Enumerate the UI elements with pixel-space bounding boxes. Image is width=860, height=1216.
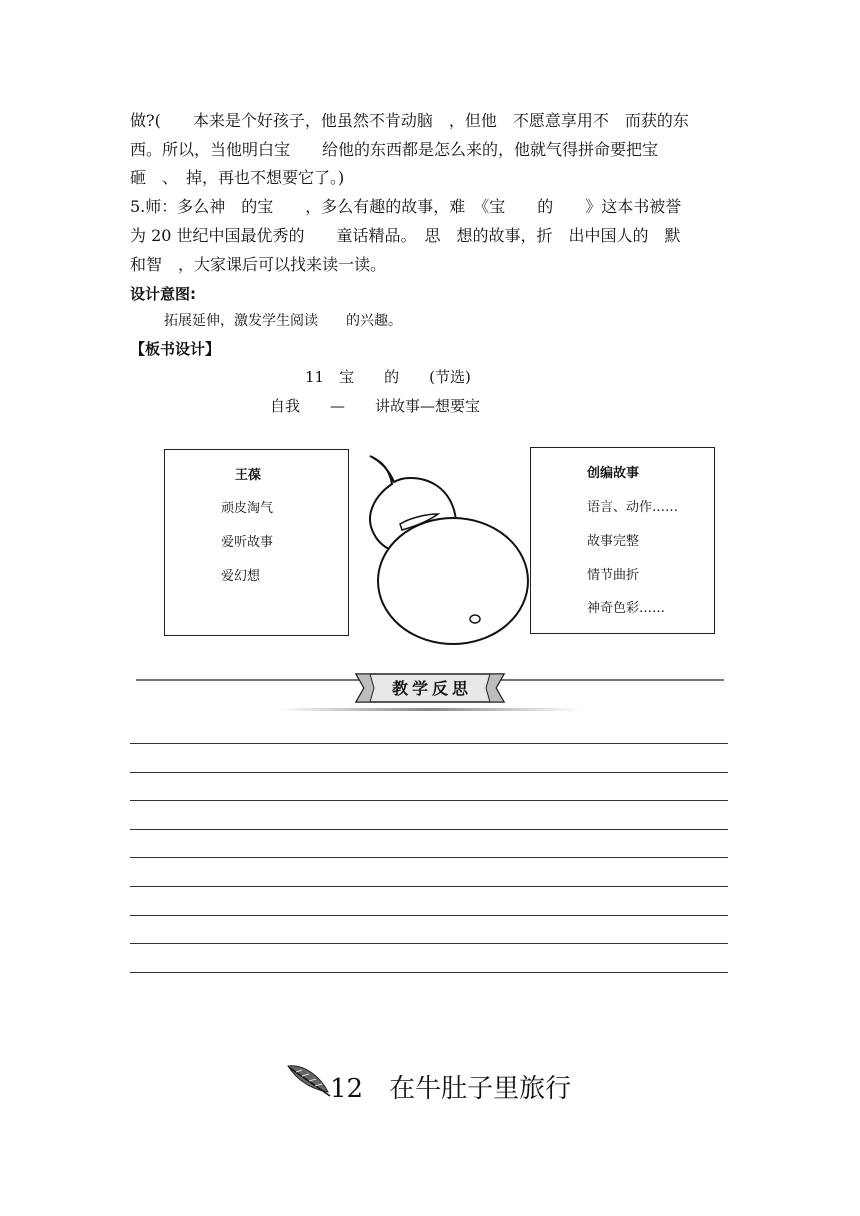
writing-line xyxy=(130,915,728,916)
writing-line xyxy=(130,772,728,773)
right-box-item: 情节曲折 xyxy=(587,568,640,583)
writing-line xyxy=(130,886,728,887)
left-box-item: 顽皮淘气 xyxy=(221,501,274,516)
right-box-item: 故事完整 xyxy=(587,534,640,549)
right-box-item: 神奇色彩…… xyxy=(587,601,666,616)
next-lesson-title: 12 在牛肚子里旅行 xyxy=(330,1074,572,1104)
paragraph-line-5: 为 20 世纪中国最优秀的 童话精品。 思 想的故事，折 出中国人的 默 xyxy=(130,226,681,245)
writing-line xyxy=(130,800,728,801)
board-design-label: 【板书设计】 xyxy=(130,340,221,358)
feather-icon xyxy=(284,1060,334,1100)
right-story-box xyxy=(530,447,715,634)
design-intent-text: 拓展延伸，激发学生阅读 的兴趣。 xyxy=(164,313,402,329)
left-box-item: 爱听故事 xyxy=(221,535,274,550)
paragraph-line-4: 5.师：多么神 的宝 ，多么有趣的故事，难 《宝 的 》这本书被誉 xyxy=(130,197,682,216)
board-title: 11 宝 的 (节选) xyxy=(305,368,471,386)
right-box-item: 语言、动作…… xyxy=(587,500,679,515)
left-character-box xyxy=(164,449,349,636)
writing-line xyxy=(130,857,728,858)
board-subtitle: 自我 — 讲故事—想要宝 xyxy=(270,397,481,415)
left-box-title: 王葆 xyxy=(235,468,262,483)
paragraph-line-6: 和智 ，大家课后可以找来读一读。 xyxy=(130,255,387,274)
writing-line xyxy=(130,743,728,744)
writing-line xyxy=(130,943,728,944)
gourd-illustration xyxy=(360,448,530,648)
design-intent-label: 设计意图: xyxy=(130,285,196,303)
writing-line xyxy=(130,829,728,830)
paragraph-line-1: 做?( 本来是个好孩子，他虽然不肯动脑 ，但他 不愿意享用不 而获的东 xyxy=(130,111,689,130)
paragraph-line-3: 砸 、 掉，再也不想要它了。) xyxy=(130,168,345,187)
writing-line xyxy=(130,972,728,973)
left-box-item: 爱幻想 xyxy=(221,569,261,584)
reflection-banner-title: 教学反思 xyxy=(391,679,472,698)
right-box-title: 创编故事 xyxy=(587,466,640,481)
paragraph-line-2: 西。所以，当他明白宝 给他的东西都是怎么来的，他就气得拼命要把宝 xyxy=(130,140,659,159)
